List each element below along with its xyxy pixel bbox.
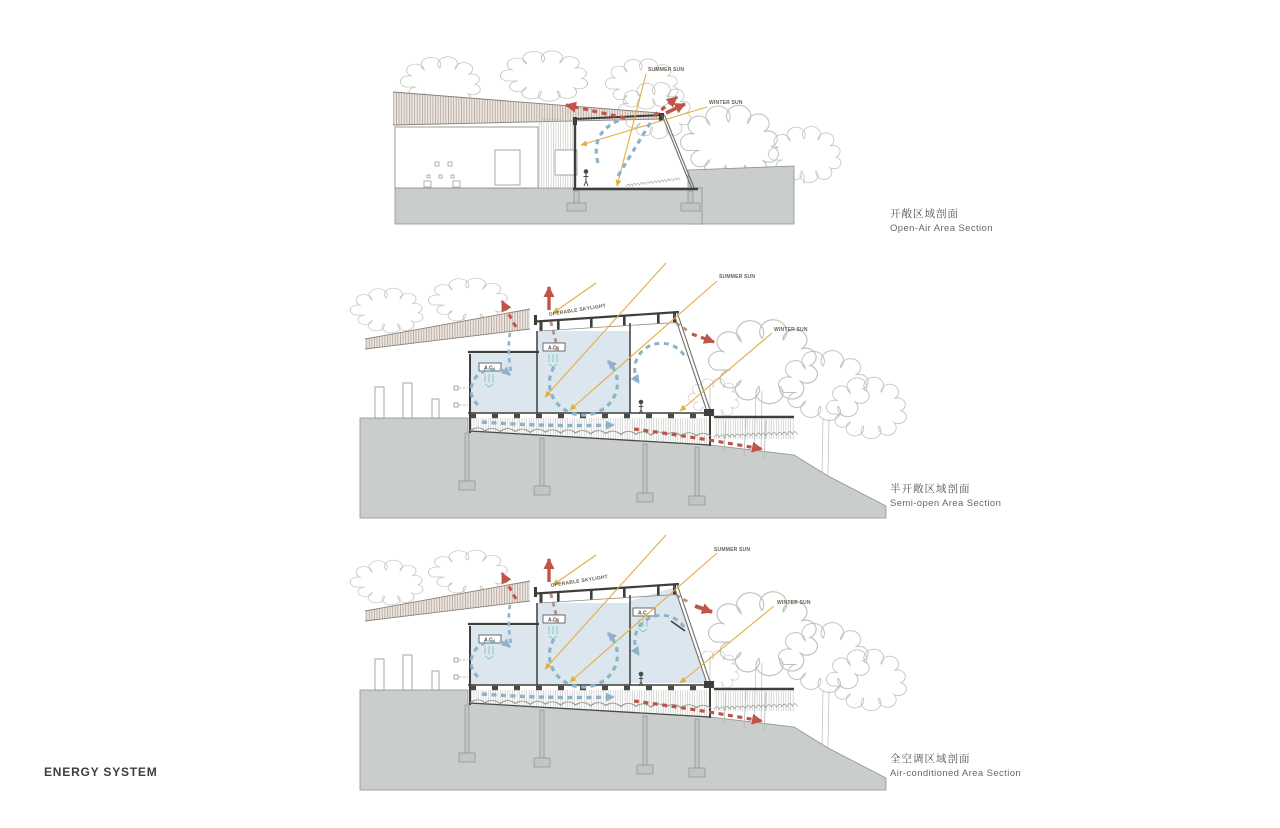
site-posts: [375, 383, 468, 418]
louvered-canopy: [365, 309, 530, 349]
figure-open-air-section: [380, 58, 890, 238]
caption-air-conditioned: [890, 751, 1021, 779]
exhaust-arrow-up-right: [654, 97, 677, 116]
eave-exhaust-arrow: [695, 606, 712, 612]
page-title: ENERGY SYSTEM: [44, 765, 158, 779]
skylight-jamb: [534, 315, 537, 325]
caption-en: Open-Air Area Section: [890, 223, 993, 234]
caption-en: Semi-open Area Section: [890, 498, 1002, 509]
operable-skylight-label: OPERABLE SKYLIGHT: [548, 302, 607, 318]
summer-sun-label: SUMMER SUN: [719, 274, 756, 280]
svg-text:A.C.: A.C.: [484, 637, 494, 644]
person-figure: [584, 170, 589, 186]
airflow-arrows: [566, 97, 685, 176]
site-posts: [375, 655, 468, 690]
caption-open-air: [890, 206, 993, 234]
summer-sun-label: SUMMER SUN: [648, 67, 685, 73]
louvered-canopy: [365, 581, 530, 621]
svg-text:A.C.: A.C.: [548, 345, 558, 352]
right-bank: [688, 166, 794, 224]
sloped-glazed-wall: [674, 312, 710, 410]
svg-text:A.C.: A.C.: [548, 617, 558, 624]
air-rise-arc: [596, 118, 625, 163]
person-figure: [639, 400, 643, 414]
annotation-labels: [550, 547, 810, 606]
winter-sun-label: WINTER SUN: [777, 600, 811, 606]
winter-sun-label: WINTER SUN: [709, 100, 743, 106]
winter-sun-label: WINTER SUN: [774, 327, 808, 333]
skylight-jamb: [534, 587, 537, 597]
summer-sun-label: SUMMER SUN: [714, 547, 751, 553]
conditioned-room-right: [630, 587, 707, 683]
eave-exhaust-arrow: [692, 334, 714, 342]
sun-rays: [581, 74, 707, 186]
open-zone-air-arc: [635, 343, 684, 383]
svg-text:A.C.: A.C.: [484, 365, 494, 372]
wall-panel: [555, 150, 577, 175]
caption-zh: 全空调区域剖面: [890, 753, 971, 765]
caption-zh: 半开敞区域剖面: [890, 483, 971, 495]
svg-text:A.C.: A.C.: [638, 610, 648, 617]
operable-skylight-label: OPERABLE SKYLIGHT: [550, 573, 609, 589]
figure-air-conditioned-section: [358, 535, 888, 797]
exhaust-arrow-right: [666, 104, 685, 113]
caption-zh: 开敞区域剖面: [890, 208, 959, 220]
planting-shrubs: [626, 178, 680, 187]
annotation-labels: [648, 67, 743, 106]
figure-semi-open-section: [358, 263, 888, 525]
ground-slab: [395, 188, 702, 224]
wall-panel: [495, 150, 520, 185]
caption-semi-open: [890, 481, 1001, 509]
caption-en: Air-conditioned Area Section: [890, 768, 1022, 779]
